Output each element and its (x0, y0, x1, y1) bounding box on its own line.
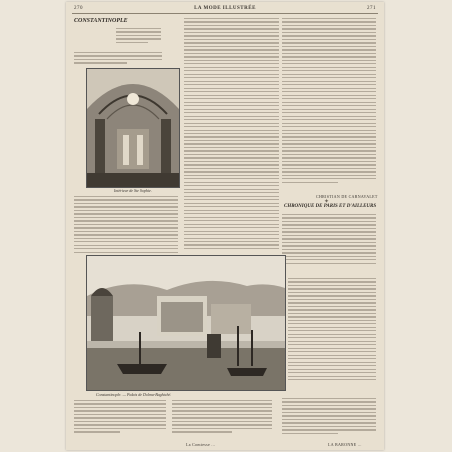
intro-text (74, 52, 162, 66)
header-rule (72, 13, 378, 14)
sainte-sophie-illustration (86, 68, 180, 188)
magazine-page (66, 2, 384, 450)
harbor-caption: Constantinople. — Palais de Dolma-Baghtché. (96, 392, 172, 397)
bottom-middle-text (172, 400, 272, 435)
magazine-title: LA MODE ILLUSTRÉE (194, 6, 256, 11)
signature-bottom-right: LA BARONNE ... (328, 442, 362, 447)
left-column-text (74, 196, 178, 255)
page-number-right: 271 (367, 6, 376, 11)
harbor-scene (87, 256, 285, 390)
article-title-constantinople: CONSTANTINOPLE (74, 18, 128, 24)
sainte-sophie-caption: Intérieur de Ste Sophie. (114, 188, 152, 193)
harbor-photograph (86, 255, 286, 391)
interior-drawing (87, 69, 179, 187)
page-number-left: 270 (74, 6, 83, 11)
bottom-right-text (282, 398, 376, 436)
middle-column-text (184, 18, 279, 251)
article-title-chronique: CHRONIQUE DE PARIS ET D'AILLEURS (284, 204, 377, 209)
page-header (66, 5, 384, 13)
signature-bottom-left: La Comtesse ... (186, 442, 216, 447)
right-column-text-top (282, 18, 376, 185)
right-column-text-lower (288, 278, 376, 383)
signature-top-right: CHRISTIAN DE CARNAVALET (316, 194, 378, 199)
bottom-left-text (74, 400, 166, 435)
ornament-divider: ✦ (324, 199, 330, 205)
right-column-text-middle (282, 214, 376, 266)
epigraph (116, 28, 161, 45)
